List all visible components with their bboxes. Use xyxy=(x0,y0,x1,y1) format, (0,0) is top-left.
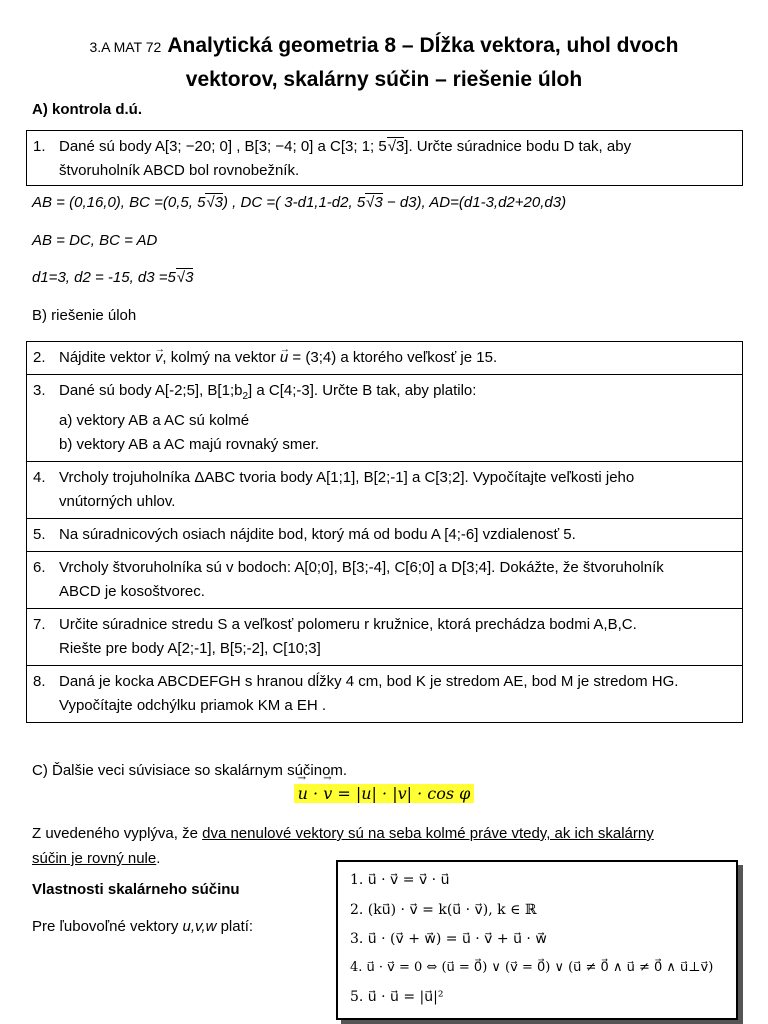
task-1-text-a: Dané sú body A[3; −20; 0] , B[3; −4; 0] a C[3; 1; 5 xyxy=(59,138,387,155)
table-row: 2. Nájdite vektor → v, kolmý na vektor → u = (3;4) a ktorého veľkosť je 15. xyxy=(27,342,743,375)
course-code: 3.A MAT 72 xyxy=(89,39,162,55)
solution-line-3: d1=3, d2 = -15, d3 =5√3 xyxy=(32,269,194,286)
solution-line-2: AB = DC, BC = AD xyxy=(32,232,158,249)
perpendicular-paragraph: Z uvedeného vyplýva, že dva nenulové vektory sú na seba kolmé práve vtedy, ak ich skalárny súčin je rovný nule. xyxy=(32,825,654,867)
page-title xyxy=(0,34,768,58)
properties-intro: Pre ľubovoľné vektory u,v,w platí: xyxy=(32,918,254,935)
sqrt-3: √3 xyxy=(176,269,194,286)
task-line: b) vektory AB a AC majú rovnaký smer. xyxy=(59,436,320,453)
table-row: 7. Určite súradnice stredu S a veľkosť polomeru r kružnice, ktorá prechádza bodmi A,B,C. Riešte pre body A[2;-1], B[5;-2], C[10;3] xyxy=(27,609,743,666)
properties-heading: Vlastnosti skalárneho súčinu xyxy=(32,881,240,898)
task-1-box xyxy=(26,130,743,186)
task-line: a) vektory AB a AC sú kolmé xyxy=(59,412,250,429)
task-number: 2. xyxy=(33,349,46,366)
property-1: 1. u⃗ · v⃗ = v⃗ · u⃗ xyxy=(350,872,450,888)
section-c-heading: C) Ďalšie veci súvisiace so skalárnym súčinom. xyxy=(32,762,348,779)
title-line1: Analytická geometria 8 – Dĺžka vektora, uhol dvoch xyxy=(167,34,679,57)
table-row: 3. Dané sú body A[-2;5], $B[1;b_2]$ a C[4;-3]. Určte B tak, aby platilo: a) vektory AB a AC sú kolmé b) vektory AB a AC majú rovnaký smer. xyxy=(27,375,743,462)
solution-line-1: AB = (0,16,0), BC =(0,5, 5√3) , DC =( 3-d1,1-d2, 5√3 − d3), AD=(d1-3,d2+20,d3) xyxy=(32,194,567,211)
dot-product-formula xyxy=(0,784,768,804)
section-b-heading: B) riešenie úloh xyxy=(32,307,137,324)
task-number: 7. xyxy=(33,616,46,633)
property-3: 3. u⃗ · (v⃗ + w⃗) = u⃗ · v⃗ + u⃗ · w⃗ xyxy=(350,931,547,947)
task-1-text-b: ]. Určte súradnice bodu D tak, aby xyxy=(404,138,632,155)
task-number: 3. xyxy=(33,382,46,399)
task-number: 1. xyxy=(33,138,46,155)
sqrt-3: √3 xyxy=(366,194,383,211)
property-2: 2. (ku⃗) · v⃗ = k(u⃗ · v⃗), k ∈ ℝ xyxy=(350,902,537,918)
property-4: 4. u⃗ · v⃗ = 0 ⇔ (u⃗ = 0⃗) ∨ (v⃗ = 0⃗) ∨ (u⃗ ≠ 0⃗ ∧ u⃗ ≠ 0⃗ ∧ u⃗⊥v⃗) xyxy=(350,960,714,975)
table-row: 6. Vrcholy štvoruholníka sú v bodoch: A[0;0], B[3;-4], C[6;0] a D[3;4]. Dokážte, že štvoruholník ABCD je kosoštvorec. xyxy=(27,552,743,609)
task-number: 6. xyxy=(33,559,46,576)
table-row: 4. Vrcholy trojuholníka ΔABC tvoria body A[1;1], B[2;-1] a C[3;2]. Vypočítajte veľkosti jeho vnútorných uhlov. xyxy=(27,462,743,519)
vector-u: → u xyxy=(280,349,288,366)
task-number: 5. xyxy=(33,526,46,543)
vector-v: → v xyxy=(155,349,163,366)
task-number: 8. xyxy=(33,673,46,690)
table-row: 5. Na súradnicových osiach nájdite bod, ktorý má od bodu A [4;-6] vzdialenosť 5. xyxy=(27,519,743,552)
sqrt-3: √3 xyxy=(387,138,405,155)
tasks-table xyxy=(26,341,743,723)
task-1-line2: štvoruholník ABCD bol rovnobežník. xyxy=(59,162,300,179)
table-row: 8. Daná je kocka ABCDEFGH s hranou dĺžky 4 cm, bod K je stredom AE, bod M je stredom HG. Vypočítajte odchýlku priamok KM a EH . xyxy=(27,666,743,723)
section-a-heading: A) kontrola d.ú. xyxy=(32,101,142,118)
task-number: 4. xyxy=(33,469,46,486)
sqrt-3: √3 xyxy=(206,194,224,211)
title-line2: vektorov, skalárny súčin – riešenie úloh xyxy=(185,68,583,91)
formula-highlight: → u · → v = |u| · |v| · cos φ xyxy=(294,784,475,803)
property-5: 5. u⃗ · u⃗ = |u⃗|² xyxy=(350,989,444,1005)
properties-box xyxy=(336,860,738,1020)
